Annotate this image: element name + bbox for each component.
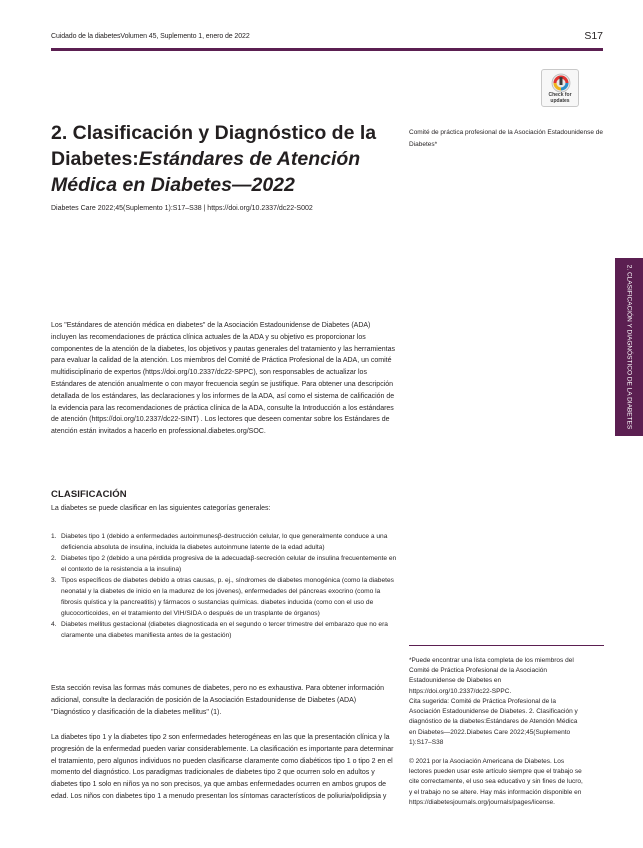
title-italic: Estándares de Atención Médica en Diabetes—2022 [51, 148, 361, 196]
footnote-committee: *Puede encontrar una lista completa de los miembros del Comité de Práctica Profesional de la Asociación Estadounidense de Diabetes en https://doi.org/10.2337/dc22-SPPC. [409, 657, 574, 695]
footnote-suggested-citation: Cita sugerida: Comité de Práctica Profesional de la Asociación Estadounidense de Diabetes. 2. Clasificación y diagnóstico de la diabetes:Estándares de Atención Médica en Diabetes—2022.Diabetes Care 2022;45(Suplemento 1):S17–S38 [409, 698, 578, 746]
journal-citation: Cuidado de la diabetesVolumen 45, Suplemento 1, enero de 2022 [51, 33, 250, 40]
list-item: 1. Diabetes tipo 1 (debido a enfermedades autoinmunesβ-destrucción celular, lo que generalmente conduce a una deficiencia absoluta de insulina, incluida la diabetes autoinmune latente de la edad adulta) [51, 533, 388, 551]
list-item: 4. Diabetes mellitus gestacional (diabetes diagnosticada en el segundo o tercer trimestre del embarazo que no era claramente una diabetes manifiesta antes de la gestación) [51, 621, 388, 639]
list-item: 3. Tipos específicos de diabetes debido a otras causas, p. ej., síndromes de diabetes monogénica (como la diabetes neonatal y la diabetes de inicio en la madurez de los jóvenes), enfermedades del páncreas exocrino (como la fibrosis quística y la pancreatitis) y fármacos o sustancias químicas. diabetes inducida (como con el uso de glucocorticoides, en el tratamiento del VIH/SIDA o después de un trasplante de órganos) [51, 577, 394, 617]
classification-list [51, 531, 397, 641]
article-title [51, 120, 391, 198]
title-plain: 2. Clasificación y Diagnóstico de la Diabetes: [51, 122, 377, 170]
crossmark-icon [551, 73, 571, 93]
abstract: Los "Estándares de atención médica en diabetes" de la Asociación Estadounidense de Diabetes (ADA) incluyen las recomendaciones de práctica clínica actuales de la ADA y su objetivo es proporcionar los componentes de la atención de la diabetes, los objetivos y pautas generales del tratamiento y las herramientas para evaluar la calidad de la atención. Los miembros del Comité de Práctica Profesional de la ADA, un comité multidisciplinario de expertos (https://doi.org/10.2337/dc22-SPPC), son responsables de actualizar los Estándares de atención anualmente o con mayor frecuencia según se justifique. Para obtener una descripción detallada de los estándares, las declaraciones y los informes de la ADA, así como el sistema de calificación de la evidencia para las recomendaciones de práctica clínica de la ADA, consulte la Introducción a los estándares de atención (https://doi.org/10.2337/dc22-SINT) . Los lectores que deseen comentar sobre los Estándares de atención están invitados a hacerlo en professional.diabetes.org/SOC. [51, 322, 395, 436]
body-paragraph: La diabetes tipo 1 y la diabetes tipo 2 son enfermedades heterogéneas en las que la presentación clínica y la progresión de la enfermedad pueden variar considerablemente. La clasificación es importante para determinar el tratamiento, pero algunos individuos no pueden clasificarse claramente como diabéticos tipo 1 o tipo 2 en el momento del diagnóstico. Los paradigmas tradicionales de diabetes tipo 2 que ocurren solo en adultos y diabetes tipo 1 solo en niños ya no son precisos, ya que ambas enfermedades ocurren en ambos grupos de edad. Los niños con diabetes tipo 1 a menudo presentan los síntomas característicos de poliuria/polidipsia y [51, 734, 394, 800]
authors: Comité de práctica profesional de la Asociación Estadounidense de Diabetes* [409, 129, 604, 148]
body-paragraph: Esta sección revisa las formas más comunes de diabetes, pero no es exhaustiva. Para obtener información adicional, consulte la declaración de posición de la Asociación Estadounidense de Diabetes (ADA) "Diagnóstico y clasificación de la diabetes mellitus" (1). [51, 685, 385, 716]
badge-label: Check for updates [548, 92, 572, 104]
check-for-updates-badge[interactable] [541, 69, 579, 107]
list-item: 2. Diabetes tipo 2 (debido a una pérdida progresiva de la adecuadaβ-secreción celular de insulina frecuentemente en el contexto de la resistencia a la insulina) [51, 555, 397, 573]
section-side-tab [615, 258, 643, 436]
article-citation: Diabetes Care 2022;45(Suplemento 1):S17–S38 | https://doi.org/10.2337/dc22-S002 [51, 205, 313, 212]
section-intro: La diabetes se puede clasificar en las siguientes categorías generales: [51, 505, 271, 512]
running-header [51, 31, 603, 45]
header-divider [51, 48, 603, 51]
page-number: S17 [584, 30, 603, 42]
section-heading: CLASIFICACIÓN [51, 489, 127, 500]
side-tab-label: 2. CLASIFICACIÓN Y DIAGNÓSTICO DE LA DIABETES [625, 264, 633, 430]
footnote-divider [409, 645, 604, 646]
footnote-copyright: © 2021 por la Asociación Americana de Diabetes. Los lectores pueden usar este artículo siempre que el trabajo se cite correctamente, el uso sea educativo y sin fines de lucro, y el trabajo no se altere. Hay más información disponible en https://diabetesjournals.org/journals/pages/license. [409, 758, 583, 806]
